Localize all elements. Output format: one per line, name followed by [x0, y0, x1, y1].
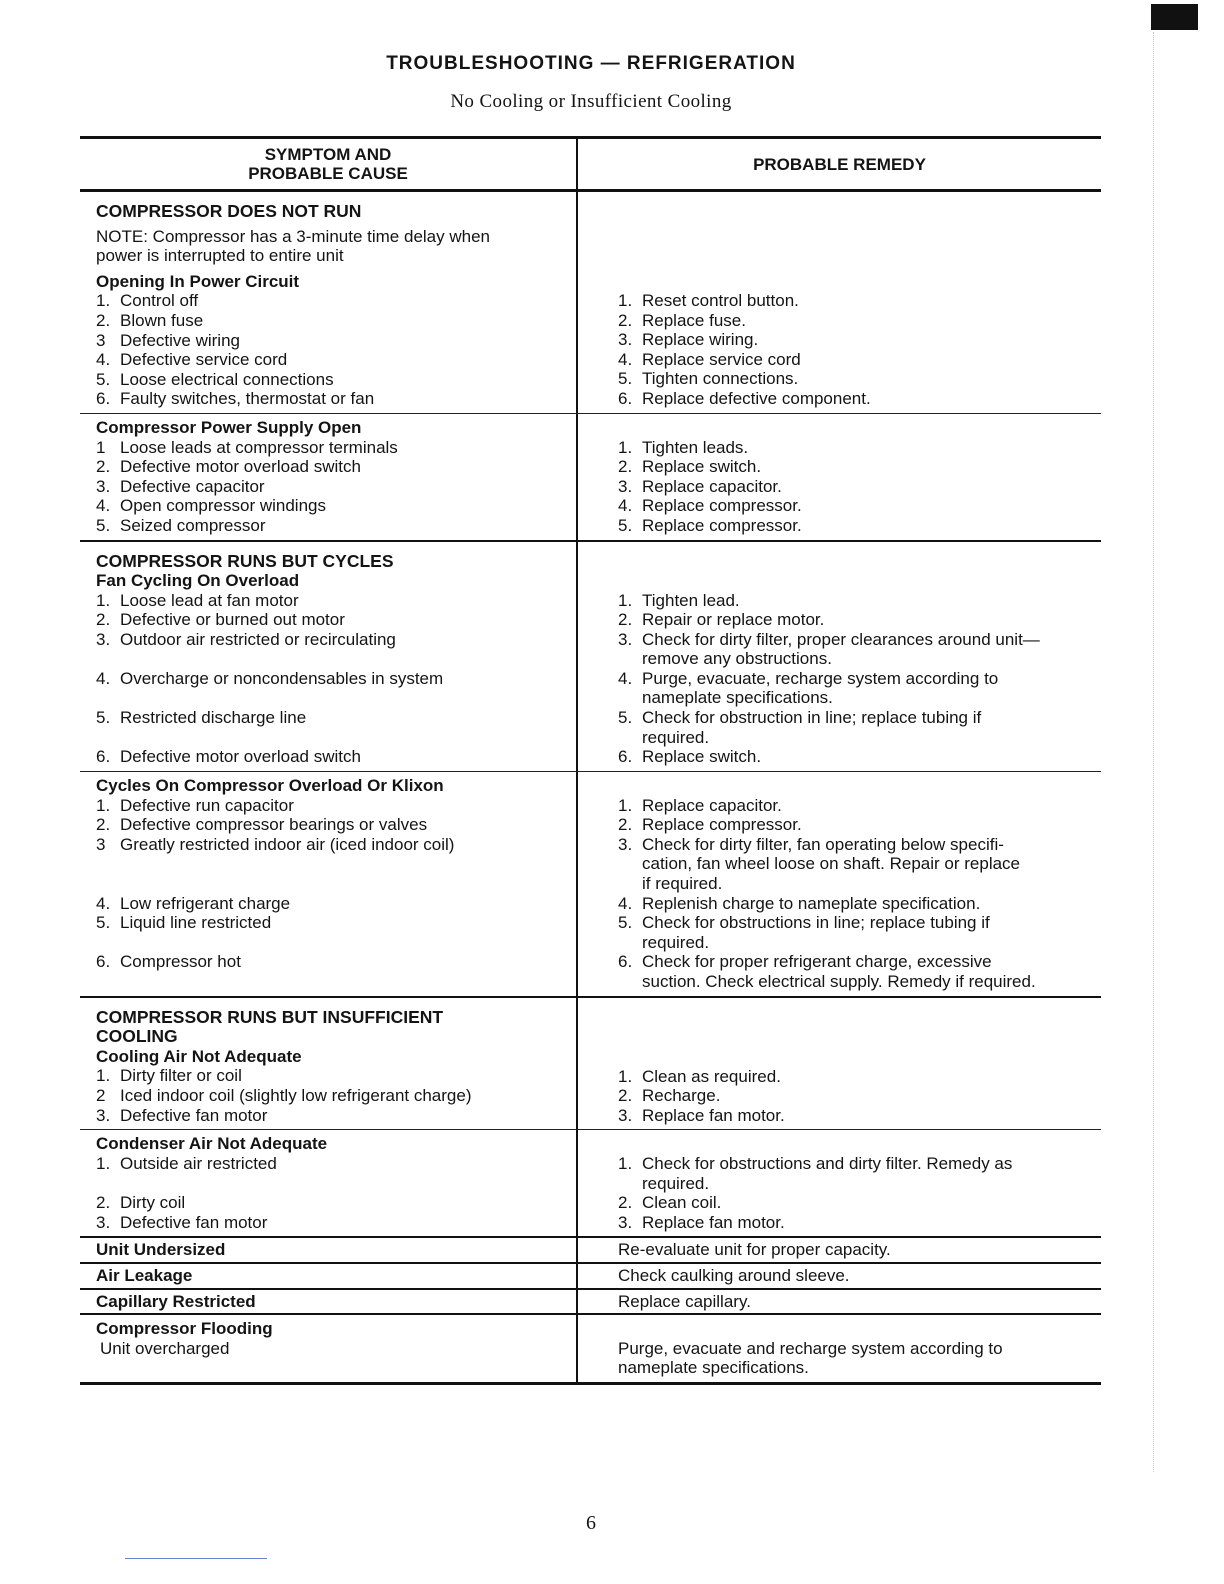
remedy-item — [618, 311, 1101, 331]
item-text: Replace compressor. — [642, 496, 802, 516]
row-capillary-restricted — [80, 1290, 1101, 1316]
cause-text: Unit overcharged — [100, 1338, 230, 1358]
item-text: Dirty filter or coil — [120, 1066, 242, 1086]
item-text: Repair or replace motor. — [642, 610, 825, 630]
item-text: Replace capacitor. — [642, 476, 782, 496]
section-runs-but-cycles-fan — [80, 542, 1101, 773]
text-line: Check for obstructions in line; replace tubing if — [642, 913, 990, 933]
scan-edge — [1153, 32, 1155, 1472]
item-text: Defective service cord — [120, 350, 288, 370]
item-number: 3. — [618, 476, 633, 496]
text-line: required. — [642, 1173, 710, 1193]
item-number: 5. — [618, 369, 633, 389]
remedy-item — [618, 1106, 1101, 1126]
item-text: Replace switch. — [642, 747, 762, 767]
item-number: 2. — [96, 457, 111, 477]
remedy-cell — [578, 772, 1101, 996]
header-symptom-line2: PROBABLE CAUSE — [248, 164, 408, 183]
item-text — [642, 835, 1101, 894]
item-text: Control off — [120, 291, 199, 311]
note-line1: NOTE: Compressor has a 3-minute time delay when — [96, 226, 490, 246]
item-number: 2. — [618, 815, 633, 835]
item-number: 2. — [618, 610, 633, 630]
registration-mark — [1151, 4, 1198, 30]
cause-item — [96, 291, 576, 311]
cause-item — [96, 331, 576, 351]
item-text: Low refrigerant charge — [120, 893, 291, 913]
item-text: Defective run capacitor — [120, 795, 294, 815]
item-text: Seized compressor — [120, 515, 266, 535]
section-power-supply-open — [80, 414, 1101, 542]
remedy-item — [618, 669, 1101, 708]
item-number: 4. — [618, 893, 633, 913]
item-number: 1. — [96, 795, 111, 815]
item-text: Replace service cord — [642, 349, 801, 369]
text-line: Check for proper refrigerant charge, excessive — [642, 952, 992, 972]
item-text: Defective fan motor — [120, 1105, 268, 1125]
header-remedy: PROBABLE REMEDY — [753, 154, 926, 174]
cause-cell — [80, 1130, 578, 1236]
item-text: Greatly restricted indoor air (iced indoor coil) — [120, 834, 455, 854]
cause-cell — [80, 772, 578, 996]
cause-cell: Capillary Restricted — [80, 1290, 578, 1314]
item-text: Outside air restricted — [120, 1153, 277, 1173]
remedy-item — [618, 1086, 1101, 1106]
remedy-item — [618, 747, 1101, 767]
cause-item — [96, 708, 576, 728]
text-line: Check for dirty filter, proper clearances around unit— — [642, 629, 1040, 649]
remedy-item — [618, 913, 1101, 952]
item-number: 5. — [96, 515, 111, 535]
item-number: 1. — [618, 291, 633, 310]
item-number: 1. — [618, 590, 633, 610]
header-symptom-line1: SYMPTOM AND — [264, 145, 392, 164]
remedy-item — [618, 496, 1101, 516]
text-line: required. — [642, 727, 710, 747]
item-text: Tighten lead. — [642, 590, 740, 610]
item-text: Defective or burned out motor — [120, 610, 345, 630]
item-text: Replace fuse. — [642, 310, 746, 330]
item-text: Defective motor overload switch — [120, 747, 361, 767]
item-number: 3 — [96, 330, 106, 350]
item-text: Recharge. — [642, 1086, 721, 1106]
remedy-cell — [578, 1130, 1101, 1236]
item-text: Reset control button. — [642, 291, 799, 310]
cause-item — [96, 370, 576, 390]
cause-item — [96, 591, 576, 611]
section-heading: COMPRESSOR DOES NOT RUN — [96, 201, 362, 221]
item-number: 6. — [96, 747, 111, 767]
item-text: Defective capacitor — [120, 476, 265, 496]
remedy-item — [618, 516, 1101, 536]
remedy-item — [618, 1213, 1101, 1233]
item-text: Liquid line restricted — [120, 913, 272, 933]
item-text: Loose lead at fan motor — [120, 590, 299, 610]
row-unit-undersized — [80, 1238, 1101, 1264]
cause-item — [96, 952, 576, 972]
cause-cell — [80, 414, 578, 540]
item-number: 3. — [96, 1105, 111, 1125]
remedy-cell — [578, 998, 1101, 1130]
item-number: 2 — [96, 1085, 106, 1105]
remedy-item — [618, 708, 1101, 747]
cause-item — [96, 457, 576, 477]
subheading: Condenser Air Not Adequate — [96, 1134, 328, 1154]
cause-item — [96, 1106, 576, 1126]
remedy-item — [618, 438, 1101, 458]
item-number: 5. — [618, 913, 633, 933]
item-number: 4. — [96, 496, 111, 516]
item-number: 5. — [618, 515, 633, 535]
cause-item — [96, 477, 576, 497]
item-number: 2. — [618, 457, 633, 477]
item-text: Loose leads at compressor terminals — [120, 437, 398, 457]
row-compressor-flooding — [80, 1315, 1101, 1385]
cause-item — [96, 894, 576, 914]
item-number: 3. — [618, 834, 633, 854]
subheading: Cycles On Compressor Overload Or Klixon — [96, 776, 444, 796]
cause-item — [96, 669, 576, 689]
item-number: 1. — [618, 795, 633, 815]
item-text: Defective motor overload switch — [120, 457, 361, 477]
remedy-item — [618, 389, 1101, 409]
item-text: Loose electrical connections — [120, 369, 334, 389]
remedy-cell — [578, 192, 1101, 413]
item-text — [642, 708, 1101, 747]
item-text: Compressor hot — [120, 952, 241, 972]
text-line: suction. Check electrical supply. Remedy if required. — [642, 971, 1036, 991]
remedy-item — [618, 591, 1101, 611]
remedy-item — [618, 457, 1101, 477]
cause-cell: Air Leakage — [80, 1264, 578, 1288]
cause-item — [96, 796, 576, 816]
subheading: Compressor Power Supply Open — [96, 417, 362, 437]
cause-cell — [80, 1315, 578, 1382]
remedy-cell — [578, 1315, 1101, 1382]
item-number: 3. — [96, 1212, 111, 1232]
item-number: 3. — [618, 629, 633, 649]
item-number: 3. — [618, 330, 633, 350]
remedy-cell — [578, 414, 1101, 540]
remedy-item — [618, 630, 1101, 669]
item-text: Replace defective component. — [642, 388, 871, 408]
item-number: 6. — [618, 747, 633, 767]
item-text: Replace capacitor. — [642, 795, 782, 815]
page-number: 6 — [586, 1512, 596, 1534]
item-number: 2. — [618, 310, 633, 330]
item-text: Replace switch. — [642, 457, 762, 477]
item-number: 5. — [96, 913, 111, 933]
text-line: Check for dirty filter, fan operating below specifi- — [642, 834, 1004, 854]
item-number: 6. — [618, 952, 633, 972]
item-number: 3. — [96, 476, 111, 496]
cause-cell — [80, 542, 578, 772]
item-number: 6. — [96, 389, 111, 409]
cause-item — [96, 1154, 576, 1174]
item-number: 2. — [96, 610, 111, 630]
item-text: Replenish charge to nameplate specification. — [642, 893, 981, 913]
remedy-item — [618, 369, 1101, 389]
remedy-item — [618, 796, 1101, 816]
item-number: 1. — [96, 1066, 111, 1086]
remedy-item — [618, 952, 1101, 991]
cause-item — [96, 815, 576, 835]
cause-item — [96, 438, 576, 458]
remedy-cell — [578, 542, 1101, 772]
subheading: Opening In Power Circuit — [96, 271, 300, 291]
item-text: Defective wiring — [120, 330, 240, 350]
text-line: nameplate specifications. — [642, 688, 833, 708]
item-text: Iced indoor coil (slightly low refrigerant charge) — [120, 1085, 472, 1105]
cause-item — [96, 835, 576, 855]
subheading: Fan Cycling On Overload — [96, 571, 300, 591]
item-text — [642, 1154, 1101, 1193]
item-number: 5. — [96, 708, 111, 728]
header-symptom — [80, 139, 578, 189]
subheading: Compressor Flooding — [96, 1319, 273, 1339]
remedy-item — [618, 1193, 1101, 1213]
item-number: 5. — [96, 369, 111, 389]
item-text: Replace wiring. — [642, 330, 759, 350]
item-text — [642, 952, 1101, 991]
cause-item — [96, 630, 576, 650]
item-text: Clean coil. — [642, 1193, 722, 1213]
item-number: 1. — [96, 1153, 111, 1173]
item-text: Replace fan motor. — [642, 1105, 785, 1125]
item-number: 1. — [96, 590, 111, 610]
note-text — [96, 222, 576, 272]
cause-item — [96, 496, 576, 516]
item-number: 3. — [618, 1105, 633, 1125]
item-text — [642, 630, 1101, 669]
item-number: 3 — [96, 834, 106, 854]
remedy-cell: Check caulking around sleeve. — [618, 1265, 850, 1285]
remedy-item — [618, 477, 1101, 497]
remedy-item — [618, 1154, 1101, 1193]
item-number: 4. — [618, 349, 633, 369]
item-number: 2. — [618, 1193, 633, 1213]
item-number: 2. — [618, 1086, 633, 1106]
text-line: remove any obstructions. — [642, 649, 832, 669]
remedy-item — [618, 610, 1101, 630]
cause-item — [96, 350, 576, 370]
item-number: 3. — [96, 629, 111, 649]
page-subtitle: No Cooling or Insufficient Cooling — [450, 91, 732, 112]
item-number: 4. — [618, 496, 633, 516]
remedy-item — [618, 1067, 1101, 1087]
remedy-item — [618, 815, 1101, 835]
text-line: cation, fan wheel loose on shaft. Repair or replace — [642, 854, 1021, 874]
item-text: Clean as required. — [642, 1066, 781, 1086]
table-header — [80, 136, 1101, 192]
item-text — [642, 913, 1101, 952]
text-line: Purge, evacuate, recharge system according to — [642, 668, 999, 688]
cause-item — [96, 389, 576, 409]
item-number: 2. — [96, 310, 111, 330]
item-text: Overcharge or noncondensables in system — [120, 669, 444, 689]
row-air-leakage — [80, 1264, 1101, 1290]
remedy-line: nameplate specifications. — [618, 1358, 809, 1378]
cause-cell — [80, 998, 578, 1130]
cause-item — [96, 747, 576, 767]
item-text: Defective fan motor — [120, 1212, 268, 1232]
item-text: Tighten connections. — [642, 369, 799, 389]
cause-item — [96, 913, 576, 933]
heading-line: COOLING — [96, 1026, 178, 1047]
item-number: 6. — [618, 388, 633, 408]
text-line: Check for obstructions and dirty filter. Remedy as — [642, 1153, 1013, 1173]
item-number: 2. — [96, 815, 111, 835]
item-number: 4. — [96, 669, 111, 689]
cause-item — [96, 610, 576, 630]
item-number: 4. — [96, 350, 111, 370]
remedy-cell: Re-evaluate unit for proper capacity. — [618, 1240, 891, 1260]
item-number: 4. — [618, 668, 633, 688]
remedy-item — [618, 835, 1101, 894]
cause-item — [96, 1213, 576, 1233]
item-text: Open compressor windings — [120, 496, 326, 516]
cause-item — [96, 311, 576, 331]
item-text: Faulty switches, thermostat or fan — [120, 389, 375, 409]
troubleshooting-table — [80, 136, 1101, 1385]
section-insufficient-cooling-air — [80, 998, 1101, 1131]
remedy-cell: Replace capillary. — [618, 1291, 751, 1311]
cause-item — [96, 1066, 576, 1086]
remedy-line: Purge, evacuate and recharge system according to — [618, 1338, 1003, 1358]
item-text: Outdoor air restricted or recirculating — [120, 629, 396, 649]
remedy-item — [618, 894, 1101, 914]
cause-cell: Unit Undersized — [80, 1238, 578, 1262]
item-number: 1. — [618, 1153, 633, 1173]
item-number: 1 — [96, 437, 106, 457]
text-line: Check for obstruction in line; replace tubing if — [642, 708, 982, 728]
item-number: 2. — [96, 1193, 111, 1213]
heading-line: COMPRESSOR RUNS BUT INSUFFICIENT — [96, 1006, 444, 1027]
cause-item — [96, 1086, 576, 1106]
section-klixon — [80, 772, 1101, 998]
remedy-item — [618, 350, 1101, 370]
remedy-item — [618, 291, 1101, 311]
item-number: 6. — [96, 952, 111, 972]
section-condenser-air — [80, 1130, 1101, 1238]
item-number: 1. — [96, 291, 111, 311]
page-title: TROUBLESHOOTING — REFRIGERATION — [386, 53, 796, 74]
footer-rule — [125, 1558, 267, 1559]
item-number: 3. — [618, 1212, 633, 1232]
cause-item — [96, 516, 576, 536]
item-text: Defective compressor bearings or valves — [120, 815, 428, 835]
item-text: Blown fuse — [120, 310, 204, 330]
item-number: 1. — [618, 1066, 633, 1086]
section-heading: COMPRESSOR RUNS BUT CYCLES — [96, 550, 394, 571]
subheading: Cooling Air Not Adequate — [96, 1046, 302, 1066]
item-number: 1. — [618, 437, 633, 457]
text-line: required. — [642, 932, 710, 952]
note-line2: power is interrupted to entire unit — [96, 246, 344, 266]
item-text: Replace compressor. — [642, 815, 802, 835]
item-number: 4. — [96, 893, 111, 913]
item-text: Tighten leads. — [642, 437, 749, 457]
item-text: Replace compressor. — [642, 515, 802, 535]
item-number: 5. — [618, 708, 633, 728]
cause-cell — [80, 192, 578, 413]
item-text: Replace fan motor. — [642, 1212, 785, 1232]
section-heading — [96, 1002, 576, 1047]
text-line: if required. — [642, 874, 723, 893]
item-text — [642, 669, 1101, 708]
section-does-not-run-power-circuit — [80, 192, 1101, 414]
item-text: Restricted discharge line — [120, 708, 307, 728]
remedy-item — [618, 330, 1101, 350]
cause-item — [96, 1193, 576, 1213]
item-text: Dirty coil — [120, 1193, 186, 1213]
